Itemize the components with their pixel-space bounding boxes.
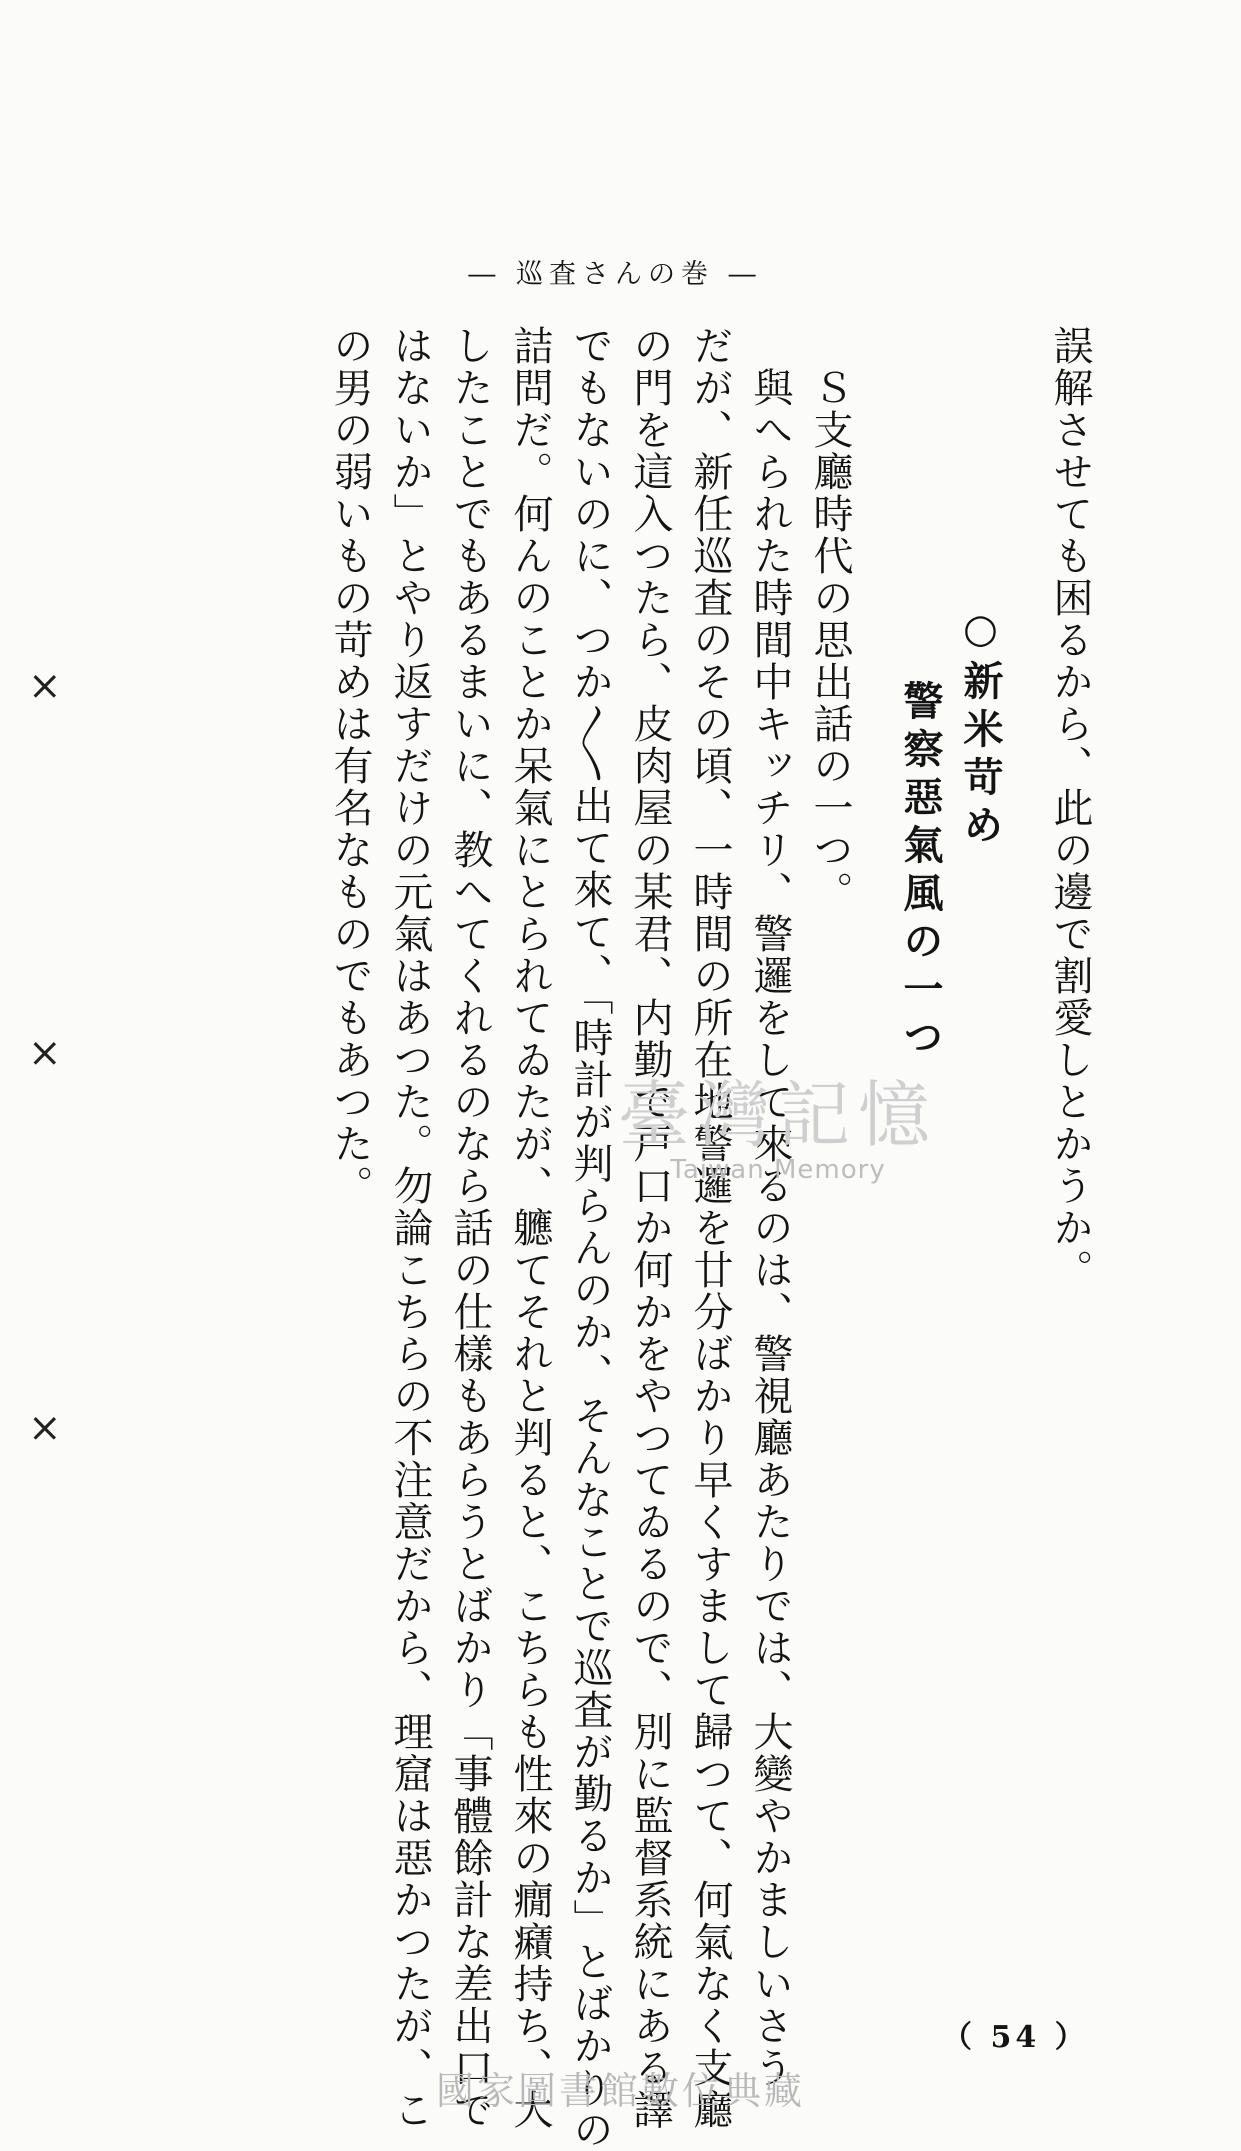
page-number: （ 54 ） — [942, 2020, 1089, 2055]
blank-line — [1010, 325, 1040, 1955]
text-line: の男の弱いもの苛めは有名なものでもあつた。 — [327, 325, 373, 1207]
text-line: はないか」とやり返すだけの元氣はあつた。勿論こちらの不注意だから、理窟は惡かつたが、こ — [387, 325, 433, 2131]
text-line: の門を這入つたら、皮肉屋の某君、内勤で戸口か何かをやつてゐるので、別に監督系統にある譯 — [627, 325, 673, 2131]
margin-mark: × — [28, 1405, 62, 1451]
library-footer: 國家圖書館數位典藏 — [435, 2069, 805, 2113]
running-head: ― 巡査さんの巻 ― — [468, 259, 762, 290]
watermark — [618, 1075, 938, 1185]
text-line: だが、新任巡査のその頃、一時間の所在地警邏を廿分ばかり早くすまして歸つて、何氣なく支廳 — [687, 325, 733, 2131]
text-line: 詰問だ。何んのことか呆氣にとられてゐたが、軈てそれと判ると、こちらも性來の癇癪持ち、大 — [507, 325, 553, 2131]
watermark-english: Taiwan Memory — [670, 1155, 886, 1185]
watermark-chinese: 臺灣記憶 — [618, 1073, 939, 1157]
section-subheading: 警察惡氣風の一つ — [897, 680, 944, 1064]
text-line: したことでもあるまいに、教へてくれるのなら話の仕樣もあらうとばかり「事體餘計な差出口で — [447, 325, 493, 2131]
section-heading: ○新米苛め — [957, 605, 1004, 852]
text-line: 與へられた時間中キッチリ、警邏をして來るのは、警視廳あたりでは、大變やかましいさう — [747, 367, 793, 2089]
margin-mark: × — [28, 663, 62, 709]
text-line: でもないのに、つか〳〵出て來て、「時計が判らんのか、そんなことで巡査が勤るか」とばかりの — [567, 325, 613, 2151]
text-line: 誤解させても困るから、此の邊で割愛しとかうか。 — [1047, 325, 1093, 1291]
margin-mark: × — [28, 1030, 62, 1076]
text-line: Ｓ支廳時代の思出話の一つ。 — [807, 367, 853, 913]
